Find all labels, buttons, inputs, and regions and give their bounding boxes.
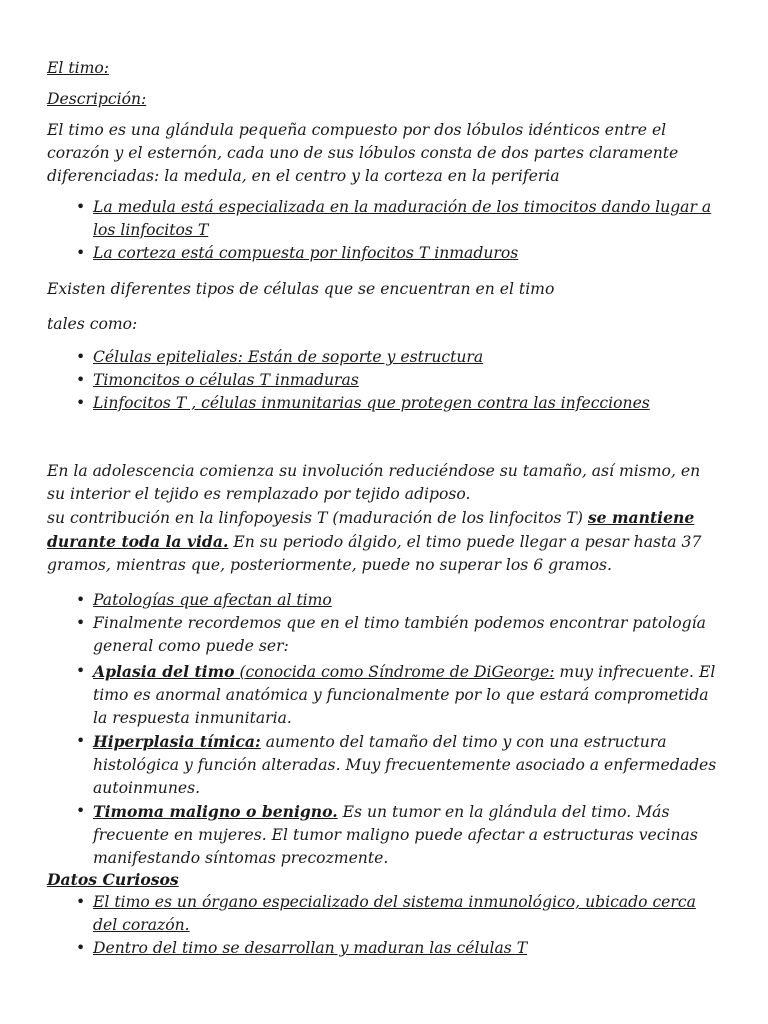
- list-item: [47, 660, 717, 730]
- document-page: [47, 57, 717, 960]
- list-item: • Patologías que afectan al timo: [47, 589, 717, 612]
- list-item: • La medula está especializada en la maduración de los timocitos dando lugar a los linfocitos T: [47, 196, 717, 242]
- cells-intro-2: tales como:: [47, 315, 138, 333]
- list-item: • Dentro del timo se desarrollan y maduran las células T: [47, 937, 717, 960]
- cells-list: [47, 346, 717, 415]
- aplasia-text: muy infrecuente. El timo es anormal anatómica y funcionalmente por lo que estará comprometida la respuesta inmunitaria.: [93, 663, 716, 727]
- adolescence-text-1: En la adolescencia comienza su involución reduciéndose su tamaño, así mismo, en su interior el tejido es remplazado por tejido adiposo.: [47, 462, 701, 503]
- doc-title: El timo:: [47, 59, 110, 77]
- timoma-term: Timoma maligno o benigno.: [93, 802, 338, 821]
- list-item: • Linfocitos T , células inmunitarias que protegen contra las infecciones: [47, 392, 717, 415]
- hiperplasia-text: aumento del tamaño del timo y con una estructura histológica y función alteradas. Muy frecuentemente asociado a enfermedades autoinmunes.: [93, 733, 717, 797]
- list-item: • Células epiteliales: Están de soporte y estructura: [47, 346, 717, 369]
- list-item: • Finalmente recordemos que en el timo también podemos encontrar patología general como puede ser:: [47, 612, 717, 658]
- parts-list: [47, 196, 717, 265]
- aplasia-note: (conocida como Síndrome de DiGeorge:: [234, 663, 555, 681]
- adolescence-paragraph: [47, 460, 717, 577]
- list-item: • La corteza está compuesta por linfocitos T inmaduros: [47, 242, 717, 265]
- intro-paragraph: El timo es una glándula pequeña compuesto por dos lóbulos idénticos entre el corazón y el esternón, cada uno de sus lóbulos consta de dos partes claramente diferenciadas: la medula, en el centro y la corteza en la periferia: [47, 121, 679, 185]
- datos-curiosos-heading: Datos Curiosos: [47, 870, 179, 889]
- cells-intro-1: Existen diferentes tipos de células que se encuentran en el timo: [47, 280, 555, 298]
- aplasia-term: Aplasia del timo: [93, 662, 235, 681]
- adolescence-emphasis: se mantiene durante toda la vida.: [47, 508, 695, 551]
- list-item: [47, 800, 717, 870]
- timoma-text: Es un tumor en la glándula del timo. Más frecuente en mujeres. El tumor maligno puede afectar a estructuras vecinas manifestando síntomas precozmente.: [93, 803, 698, 867]
- list-item: • Timoncitos o células T inmaduras: [47, 369, 717, 392]
- list-item: [47, 730, 717, 800]
- description-heading: Descripción:: [47, 90, 147, 108]
- list-item: • El timo es un órgano especializado del sistema inmunológico, ubicado cerca del corazón.: [47, 891, 717, 937]
- adolescence-text-3: En su periodo álgido, el timo puede llegar a pesar hasta 37 gramos, mientras que, posteriormente, puede no superar los 6 gramos.: [47, 533, 702, 574]
- pathology-list: [47, 589, 717, 870]
- curiosos-list: [47, 891, 717, 960]
- hiperplasia-term: Hiperplasia tímica:: [93, 732, 261, 751]
- adolescence-text-2: su contribución en la linfopoyesis T (maduración de los linfocitos T): [47, 509, 588, 527]
